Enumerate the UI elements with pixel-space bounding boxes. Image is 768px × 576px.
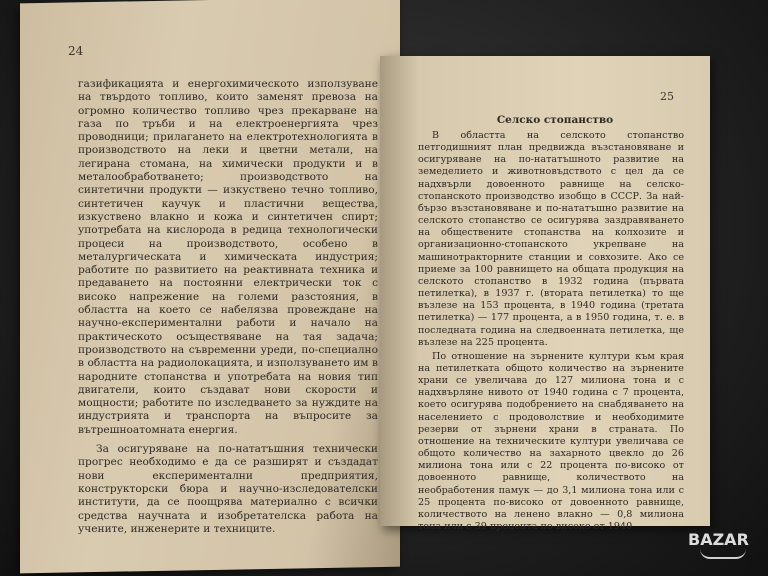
bazar-smile-icon (700, 549, 746, 559)
right-page-number: 25 (660, 90, 674, 103)
right-paragraph: По отношение на зърнените култури към края на петилетката общото количество на зърнените храни се увеличава до 127 милиона тона и с надхвърляне нивото от 1940 година с 7 процента, което осигурява подобрението на снабдяването на населението с продоволствие и необходимите резерви от зърнени храни в страната. По отношение на техническите култури увеличава се общото количество на захарното цвекло до 26 милиона тона или с 22 процента по-високо от довоенното равнище, количеството на необработения памук — до 3,1 милиона тона или с 25 процента по-високо от довоенното равнище, количеството на ленено влакно — 0,8 милиона тона или с 39 процента по-високо от 1940 (418, 350, 684, 532)
section-title: Селско стопанство (496, 114, 614, 126)
left-page-number: 24 (68, 44, 84, 58)
left-page-text (78, 78, 378, 542)
bazar-watermark: BAZAR (688, 530, 749, 549)
right-paragraph: В областта на селското стопанство петгодишният план предвижда възстановяване и осигуряване на по-нататъшното развитие на земеделието и животновъдството с цел да се надхвърли довоенното равнище на селско-стопанското производство изобщо в СССР. За най-бързо възстановяване и по-нататъшно развитие на селското стопанство се осигурява заздравяването на обществените стопанства на колхозите и организационно-стопанското укрепване на машинотракторните станции и совхозите. Ако се приеме за 100 равнището на общата продукция на селското стопанство в 1932 година (първата петилетка), в 1937 г. (втората петилетка) то ще възлезе на 153 процента, в 1940 година (третата петилетка) — 177 процента, а в 1950 година, т. е. в последната година на следвоенната петилетка, ще възлезе на 225 процента. (418, 130, 684, 348)
left-paragraph: За осигуряване на по-нататъшния технически прогрес необходимо е да се разширят и създадат нови експериментални предприятия, конструкторски бюра и научно-изследователски институти, да се поощрява материално с всички средства научната и изобретателска работа на учените, инженерите и техниците. (78, 443, 378, 535)
left-paragraph: газификацията и енергохимическото използуване на твърдото топливо, които заменят превоза на огромно количество топливо чрез прекарване на газа по тръби и на електроенергията чрез проводници; прилагането на електротехнологията в производството на леки и цветни метали, на легирана стомана, на химически продукти и в металообработването; производството на синтетични продукти — изкуствено течно топливо, синтетичен каучук и пластични вещества, изкуствено влакно и кожа и синтетичен спирт; употребата на кислорода в редица технологически процеси на производството, особено в металургическата и химическата индустрия; работите по развитието на реактивната техника и предаването на постоянни електрически ток с високо напрежение на големи разстояния, в областта на което се набелязва провеждане на научно-експериментални работи и начало на практическото осъществяване на тая задача; производството на съвременни уреди, по-специално в областта на радиолокацията, и използуването им в народните стопанства и употребата на новия тип двигатели, които създават нови скорости и мощности; работите по изследването за нуждите на индустрията и транспорта на въпросите за вътрешноатомната енергия. (78, 78, 378, 436)
right-page-text (418, 130, 684, 535)
